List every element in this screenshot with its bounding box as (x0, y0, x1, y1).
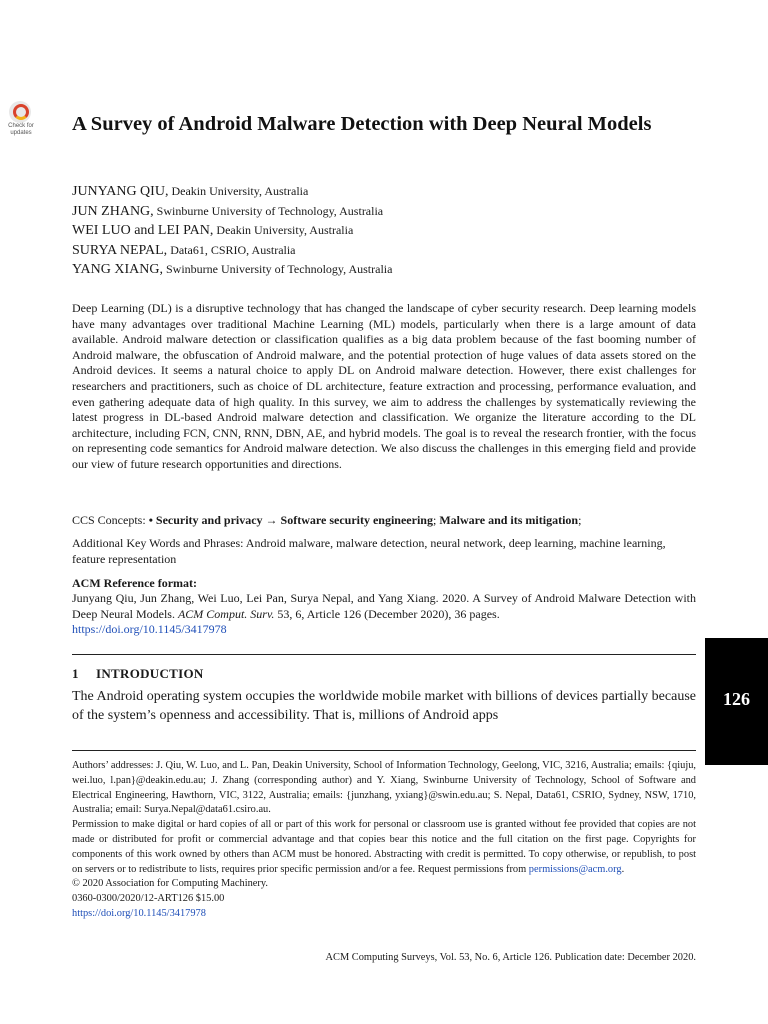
author-affiliation: Deakin University, Australia (213, 223, 354, 237)
ccs-concept-2: Malware and its mitigation (439, 513, 579, 527)
author-name: YANG XIANG, (72, 262, 163, 277)
abstract: Deep Learning (DL) is a disruptive technology that has changed the landscape of cyber security research. Deep learning models have many advantages over traditional Machine Learning (ML) models, particularly when there is a large amount of data available. Android malware detection or classification qualifies as a big data problem because of the fast booming number of Android malware, the obfuscation of Android malware, and the potential protection of huge values of data assets stored on the Android devices. It seems a natural choice to apply DL on Android malware detection. However, there exist challenges for researchers and practitioners, such as choice of DL architecture, feature extraction and processing, performance evaluation, and even gathering adequate data of high quality. In this survey, we aim to address the challenges by systematically reviewing the latest progress in DL-based Android malware detection and classification. We organize the literature according to the DL architecture, including FCN, CNN, RNN, DBN, AE, and hybrid models. The goal is to reveal the research frontier, with the focus on representing code semantics for Android malware detection. We also discuss the challenges in this emerging field and provide our view of future research opportunities and directions. (72, 301, 696, 471)
author-affiliation: Data61, CSRIO, Australia (167, 242, 296, 257)
ccs-bullet: • (148, 513, 156, 527)
copyright-notice: © 2020 Association for Computing Machinery. (72, 878, 268, 890)
badge-text-line1: Check for (8, 123, 34, 129)
footnotes (72, 759, 696, 922)
author-line (72, 221, 702, 241)
section-heading (72, 666, 204, 682)
permission-text: Permission to make digital or hard copies of all or part of this work for personal or classroom use is granted without fee provided that copies are not made or distributed for profit or commercial advantage and that copies bear this notice and the full citation on the first page. Copyrights for components of this work owned by others than ACM must be honored. Abstracting with credit is permitted. To copy otherwise, or republish, to post on servers or to redistribute to lists, requires prior specific permission and/or a fee. Request permissions from (72, 819, 696, 875)
ccs-separator: ; (432, 513, 440, 527)
authors-addresses: Authors’ addresses: J. Qiu, W. Luo, and L. Pan, Deakin University, School of Information Technology, Geelong, VIC, 3216, Australia; emails: {qiuju, wei.luo, l.pan}@deakin.edu.au; J. Zhang (corresponding author) and Y. Xiang, Swinburne University of Technology, School of Software and Electrical Engineering, Hawthorn, VIC, 3122, Australia; emails: {junzhang, yxiang}@swin.edu.au; S. Nepal, Data61, CSRIO, Sydney, NSW, 1710, Australia; email: Surya.Nepal@data61.csiro.au. (72, 760, 696, 816)
permissions-email-link[interactable]: permissions@acm.org (528, 863, 622, 875)
author-affiliation: Swinburne University of Technology, Australia (163, 262, 393, 276)
badge-text-line2: updates (10, 129, 32, 136)
running-footer: ACM Computing Surveys, Vol. 53, No. 6, Article 126. Publication date: December 2020. (325, 952, 696, 963)
footnote-divider (72, 750, 696, 751)
ccs-concepts (72, 513, 696, 529)
author-line (72, 182, 702, 202)
reference-text: Junyang Qiu, Jun Zhang, Wei Luo, Lei Pan, Surya Nepal, and Yang Xiang. 2020. A Survey of Android Malware Detection with Deep Neural Models. (72, 591, 696, 621)
author-name: WEI LUO and LEI PAN, (72, 223, 214, 238)
badge-text (0, 123, 42, 136)
keywords: Additional Key Words and Phrases: Android malware, malware detection, neural network, deep learning, machine learning, feature representation (72, 536, 666, 566)
author-line (72, 241, 702, 261)
reference-doi-link[interactable]: https://doi.org/10.1145/3417978 (72, 622, 227, 637)
section-divider (72, 654, 696, 655)
article-number: 126 (723, 689, 750, 709)
author-list (72, 182, 702, 280)
author-name: SURYA NEPAL, (72, 242, 168, 258)
article-number-tab (705, 638, 768, 765)
reference-details: 53, 6, Article 126 (December 2020), 36 pages. (274, 606, 500, 621)
permission-end: . (621, 863, 625, 875)
paper-title: A Survey of Android Malware Detection with Deep Neural Models (72, 113, 652, 135)
reference-format (72, 591, 696, 638)
author-affiliation: Swinburne University of Technology, Australia (153, 203, 384, 218)
author-affiliation: Deakin University, Australia (168, 184, 309, 198)
ccs-label: CCS Concepts: (72, 513, 149, 527)
crossmark-icon (13, 104, 29, 120)
author-name: JUNYANG QIU, (72, 184, 169, 199)
permission-notice (72, 818, 696, 877)
author-line (72, 260, 702, 280)
author-line (72, 202, 702, 222)
reference-heading: ACM Reference format: (72, 576, 198, 590)
section-number: 1 (72, 666, 79, 681)
issn-line: 0360-0300/2020/12-ART126 $15.00 (72, 893, 225, 905)
reference-journal: ACM Comput. Surv. (177, 606, 275, 621)
author-name: JUN ZHANG, (72, 203, 154, 219)
check-for-updates-badge[interactable] (0, 98, 42, 140)
intro-paragraph: The Android operating system occupies the worldwide mobile market with billions of devices partially because of the system’s openness and accessibility. That is, millions of Android apps (72, 689, 696, 723)
footnote-doi-link[interactable]: https://doi.org/10.1145/3417978 (72, 907, 206, 919)
section-title: INTRODUCTION (96, 666, 204, 681)
ccs-concept-1: Security and privacy → Software security engineering (155, 513, 433, 527)
ccs-end: ; (578, 513, 582, 527)
